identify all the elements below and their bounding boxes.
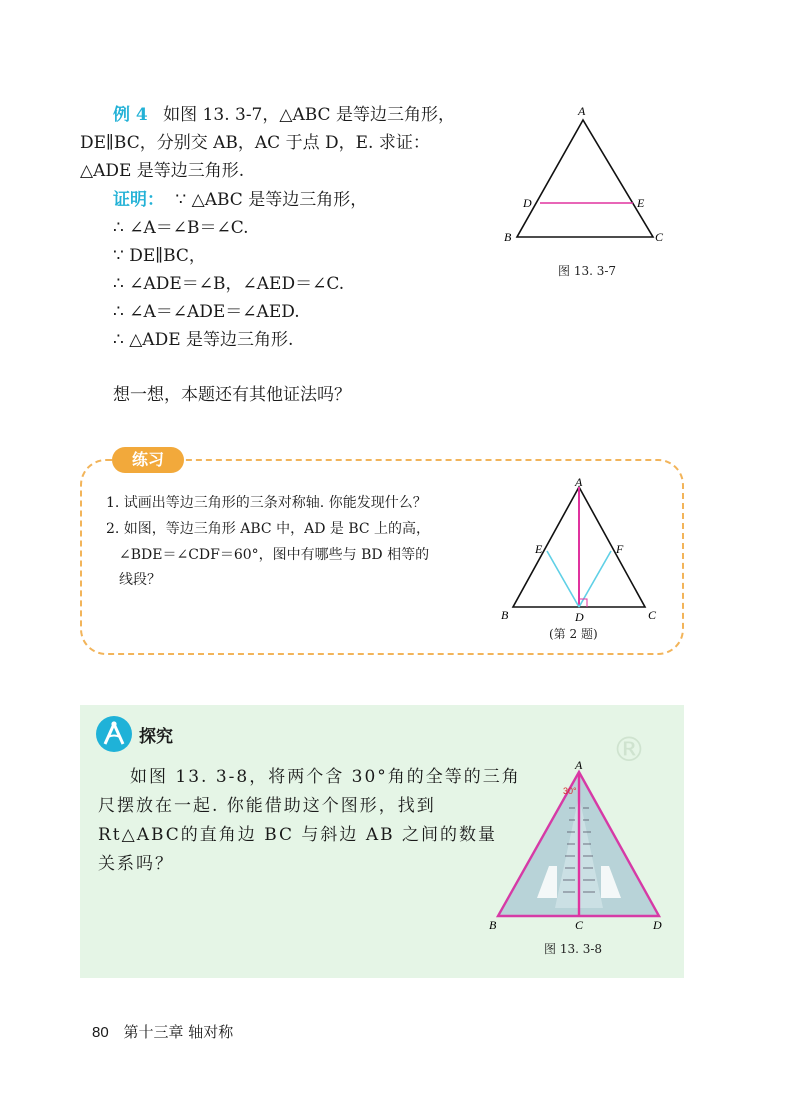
- example-line-3: △ADE 是等边三角形.: [80, 161, 245, 181]
- point-a-label: A: [575, 758, 583, 772]
- practice-figure-caption: (第 2 题): [549, 627, 598, 641]
- triangle-abc: [517, 120, 653, 237]
- practice-figure: [495, 475, 670, 625]
- point-e-label: E: [535, 542, 543, 556]
- practice-question-2-line-3: 线段？: [119, 572, 161, 588]
- proof-line-3: ∵ DE∥BC，: [113, 246, 206, 266]
- example-line-1: [113, 103, 455, 127]
- point-a-label: A: [578, 104, 586, 118]
- point-a-label: A: [575, 475, 583, 489]
- practice-question-2-line-2: ∠BDE＝∠CDF＝60°，图中有哪些与 BD 相等的: [119, 547, 430, 563]
- explore-title: 探究: [139, 727, 173, 747]
- explore-line-3: Rt△ABC的直角边 BC 与斜边 AB 之间的数量: [98, 825, 497, 845]
- proof-line-1: [113, 188, 367, 212]
- registered-watermark: ®: [612, 730, 646, 770]
- proof-text-1: ∵ △ABC 是等边三角形，: [175, 190, 368, 210]
- figure-13-3-8-caption: 图 13. 3-8: [544, 942, 603, 956]
- explore-line-1: 如图 13. 3-8，将两个含 30°角的全等的三角: [130, 767, 521, 787]
- point-c-label: C: [648, 608, 657, 622]
- point-b-label: B: [501, 608, 509, 622]
- page-number: 80: [92, 1024, 109, 1041]
- point-d-label: D: [653, 918, 662, 932]
- practice-question-1: 1. 试画出等边三角形的三条对称轴. 你能发现什么？: [106, 495, 427, 511]
- explore-icon: [96, 716, 132, 752]
- proof-line-4: ∴ ∠ADE＝∠B，∠AED＝∠C.: [113, 274, 345, 294]
- point-b-label: B: [489, 918, 497, 932]
- figure-13-3-7: [500, 100, 680, 280]
- explore-line-4: 关系吗？: [98, 854, 174, 874]
- example-label: 例 4: [113, 105, 148, 125]
- point-c-label: C: [655, 230, 664, 244]
- point-e-label: E: [637, 196, 645, 210]
- practice-question-2-line-1: 2. 如图，等边三角形 ABC 中，AD 是 BC 上的高，: [106, 521, 431, 537]
- point-b-label: B: [504, 230, 512, 244]
- page-footer: [92, 1021, 233, 1042]
- explore-line-2: 尺摆放在一起. 你能借助这个图形，找到: [98, 796, 436, 816]
- figure-13-3-7-caption: 图 13. 3-7: [558, 264, 617, 278]
- practice-tab: 练习: [112, 447, 184, 473]
- figure-13-3-8: [485, 758, 675, 938]
- angle-30-label: 30°: [563, 786, 577, 796]
- point-f-label: F: [616, 542, 624, 556]
- chapter-title: 第十三章 轴对称: [123, 1023, 234, 1041]
- point-d-label: D: [523, 196, 532, 210]
- think-prompt: 想一想，本题还有其他证法吗？: [113, 385, 351, 405]
- proof-line-6: ∴ △ADE 是等边三角形.: [113, 330, 294, 350]
- example-text-1: 如图 13. 3-7，△ABC 是等边三角形，: [163, 105, 455, 125]
- segment-de: [547, 551, 579, 607]
- proof-line-2: ∴ ∠A＝∠B＝∠C.: [113, 218, 249, 238]
- point-d-label: D: [575, 610, 584, 624]
- proof-line-5: ∴ ∠A＝∠ADE＝∠AED.: [113, 302, 300, 322]
- example-line-2: DE∥BC，分别交 AB，AC 于点 D，E. 求证：: [80, 133, 430, 153]
- point-c-label: C: [575, 918, 584, 932]
- proof-label: 证明：: [113, 190, 164, 210]
